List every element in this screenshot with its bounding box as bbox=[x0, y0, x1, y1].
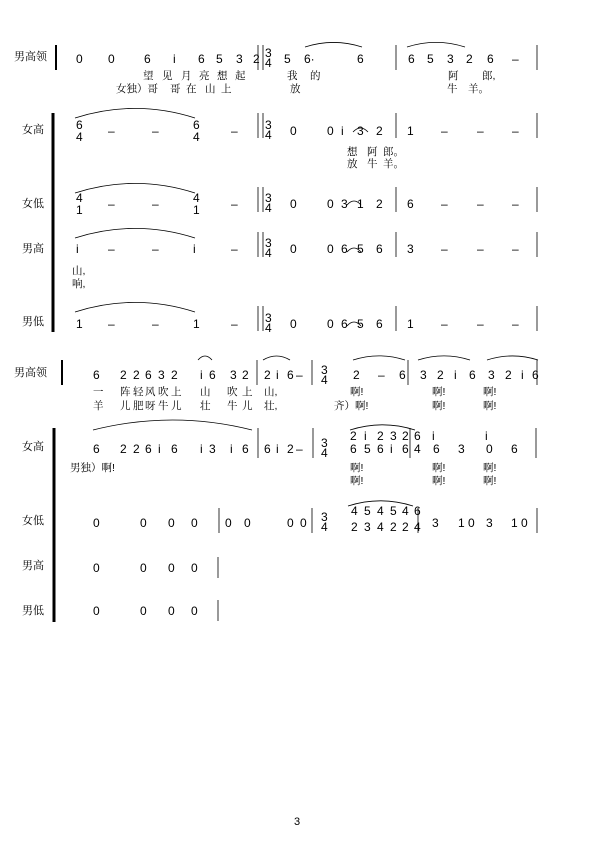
note: i bbox=[454, 368, 457, 382]
note: 2 bbox=[376, 124, 383, 138]
note: 6 bbox=[402, 442, 409, 456]
note: 6 bbox=[209, 368, 216, 382]
lyric: 啊! bbox=[432, 400, 446, 412]
time-signature: 4 bbox=[265, 246, 272, 260]
note: i bbox=[76, 242, 79, 256]
time-signature: 4 bbox=[321, 446, 328, 460]
note: – bbox=[441, 197, 448, 211]
note: 0 bbox=[290, 124, 297, 138]
lyric: 响, bbox=[72, 278, 86, 290]
note: 2 bbox=[351, 520, 358, 534]
note: 6 bbox=[532, 368, 539, 382]
note: 6· bbox=[304, 52, 315, 66]
note: 2 bbox=[402, 429, 409, 443]
note: i bbox=[193, 242, 196, 256]
note: 6 bbox=[193, 118, 200, 132]
lyric: 山 bbox=[200, 386, 211, 398]
note: – bbox=[512, 317, 519, 331]
note: 3 bbox=[341, 197, 348, 211]
lyric: 牛 bbox=[367, 158, 378, 170]
note: 0 bbox=[108, 52, 115, 66]
note: 0 bbox=[225, 516, 232, 530]
lyric: 啊! bbox=[432, 462, 446, 474]
note: 0 bbox=[140, 516, 147, 530]
note: – bbox=[296, 442, 303, 456]
note: i bbox=[390, 442, 393, 456]
slur bbox=[93, 420, 252, 430]
note: 1 bbox=[76, 203, 83, 217]
time-signature: 3 bbox=[265, 118, 272, 132]
note: 6 bbox=[469, 368, 476, 382]
note: 5 bbox=[364, 504, 371, 518]
lyric: 上 bbox=[221, 83, 232, 95]
lyric: 一 bbox=[93, 386, 104, 398]
note: 1 bbox=[407, 317, 414, 331]
note: 0 bbox=[140, 604, 147, 618]
part-label: 男低 bbox=[22, 605, 44, 617]
lyric: 见 bbox=[162, 70, 173, 82]
lyric: 儿 bbox=[171, 400, 182, 412]
note: 2 bbox=[466, 52, 473, 66]
note: 6 bbox=[399, 368, 406, 382]
note: 2 bbox=[253, 52, 260, 66]
note: 6 bbox=[145, 442, 152, 456]
note: 2 bbox=[171, 368, 178, 382]
lyric: 男独）啊! bbox=[70, 462, 115, 474]
lyric: 牛 bbox=[227, 400, 238, 412]
note: – bbox=[152, 124, 159, 138]
lyric: 啊! bbox=[350, 475, 364, 487]
note: 3 bbox=[486, 516, 493, 530]
note: – bbox=[441, 317, 448, 331]
lyric: 风 bbox=[145, 386, 156, 398]
note: i bbox=[276, 442, 279, 456]
note: 2 bbox=[353, 368, 360, 382]
note: 6 bbox=[171, 442, 178, 456]
note: i bbox=[485, 429, 488, 443]
lyric: 啊! bbox=[432, 475, 446, 487]
note: 3 bbox=[420, 368, 427, 382]
part-label: 女低 bbox=[22, 198, 44, 210]
note: 6 bbox=[357, 52, 364, 66]
note: 6 bbox=[341, 242, 348, 256]
slur bbox=[75, 302, 195, 312]
lyric: 啊! bbox=[483, 462, 497, 474]
note: 2 bbox=[390, 520, 397, 534]
note: 3 bbox=[236, 52, 243, 66]
note: – bbox=[108, 197, 115, 211]
note: 6 bbox=[433, 442, 440, 456]
part-label: 男高 bbox=[22, 560, 44, 572]
slur bbox=[198, 356, 212, 360]
note: 0 bbox=[93, 561, 100, 575]
lyric: 山, bbox=[264, 386, 278, 398]
note: 0 bbox=[486, 442, 493, 456]
note: 3 bbox=[458, 442, 465, 456]
note: 6 bbox=[76, 118, 83, 132]
note: 6 bbox=[407, 197, 414, 211]
note: – bbox=[477, 317, 484, 331]
note: 6 bbox=[376, 242, 383, 256]
note: 0 bbox=[191, 604, 198, 618]
note: 5 bbox=[357, 242, 364, 256]
part-label: 女高 bbox=[22, 124, 44, 136]
time-signature: 3 bbox=[265, 311, 272, 325]
note: 0 bbox=[168, 516, 175, 530]
lyric: 阵 bbox=[120, 386, 131, 398]
lyric: 山 bbox=[205, 83, 216, 95]
note: i bbox=[158, 442, 161, 456]
note: 3 bbox=[357, 124, 364, 138]
note: – bbox=[512, 197, 519, 211]
note: 0 bbox=[290, 317, 297, 331]
note: 6 bbox=[287, 368, 294, 382]
note: 3 bbox=[432, 516, 439, 530]
lyric: 在 bbox=[186, 83, 197, 95]
lyric: 郎。 bbox=[383, 146, 404, 158]
note: 0 bbox=[327, 197, 334, 211]
note: i bbox=[200, 368, 203, 382]
note: 0 bbox=[290, 197, 297, 211]
part-label: 女高 bbox=[22, 441, 44, 453]
note: i bbox=[230, 442, 233, 456]
note: 4 bbox=[193, 130, 200, 144]
lyric: 哥 bbox=[170, 83, 181, 95]
note: i bbox=[521, 368, 524, 382]
note: 0 bbox=[300, 516, 307, 530]
slur bbox=[75, 228, 195, 238]
lyric: 我 bbox=[287, 70, 298, 82]
note: 0 bbox=[327, 242, 334, 256]
note: 2 bbox=[287, 442, 294, 456]
note: 5 bbox=[216, 52, 223, 66]
time-signature: 4 bbox=[265, 128, 272, 142]
lyric: 山, bbox=[72, 265, 86, 277]
slur bbox=[407, 42, 465, 47]
lyric: 想 bbox=[347, 146, 358, 158]
slur bbox=[353, 356, 405, 360]
part-label: 女低 bbox=[22, 515, 44, 527]
note: 6 bbox=[93, 442, 100, 456]
note: 2 bbox=[120, 442, 127, 456]
note: – bbox=[441, 124, 448, 138]
note: 1 0 bbox=[458, 516, 475, 530]
time-signature: 4 bbox=[265, 321, 272, 335]
part-label: 男高领 bbox=[14, 51, 47, 63]
note: – bbox=[152, 197, 159, 211]
note: 6 bbox=[511, 442, 518, 456]
note: 4 bbox=[76, 191, 83, 205]
note: 3 bbox=[390, 429, 397, 443]
note: 1 bbox=[357, 197, 364, 211]
note: 2 bbox=[242, 368, 249, 382]
note: 4 bbox=[402, 504, 409, 518]
note: 0 bbox=[140, 561, 147, 575]
note: 5 bbox=[357, 317, 364, 331]
lyric: 吹 bbox=[227, 386, 238, 398]
time-signature: 3 bbox=[321, 436, 328, 450]
lyric: 啊! bbox=[483, 400, 497, 412]
note: i bbox=[341, 124, 344, 138]
lyric: 阿 bbox=[367, 146, 378, 158]
note: 3 bbox=[209, 442, 216, 456]
lyric: 齐）啊! bbox=[334, 400, 369, 412]
note: – bbox=[108, 317, 115, 331]
time-signature: 3 bbox=[321, 510, 328, 524]
note: – bbox=[152, 242, 159, 256]
note: 0 bbox=[244, 516, 251, 530]
lyric: 啊! bbox=[350, 462, 364, 474]
note: 6 bbox=[264, 442, 271, 456]
note: 3 bbox=[407, 242, 414, 256]
note: 0 bbox=[327, 317, 334, 331]
note: i bbox=[364, 429, 367, 443]
lyric: 放 bbox=[347, 158, 358, 170]
note: 1 bbox=[193, 203, 200, 217]
lyric: 轻 bbox=[133, 386, 144, 398]
note: – bbox=[231, 317, 238, 331]
lyric: 啊! bbox=[432, 386, 446, 398]
note: – bbox=[477, 124, 484, 138]
note: – bbox=[296, 368, 303, 382]
note: 5 bbox=[390, 504, 397, 518]
time-signature: 4 bbox=[321, 520, 328, 534]
lyric: 牛 bbox=[447, 83, 458, 95]
lyric: 上 bbox=[242, 386, 253, 398]
note: 0 bbox=[290, 242, 297, 256]
lyric: 啊! bbox=[483, 386, 497, 398]
note: 0 bbox=[191, 516, 198, 530]
note: – bbox=[108, 124, 115, 138]
note: – bbox=[231, 197, 238, 211]
time-signature: 4 bbox=[321, 373, 328, 387]
time-signature: 3 bbox=[265, 191, 272, 205]
note: 0 bbox=[327, 124, 334, 138]
note: 6 bbox=[414, 504, 421, 518]
part-label: 男低 bbox=[22, 316, 44, 328]
lyric: 啊! bbox=[483, 475, 497, 487]
note: 5 bbox=[284, 52, 291, 66]
note: 1 0 bbox=[511, 516, 528, 530]
note: 6 bbox=[377, 442, 384, 456]
slur bbox=[75, 108, 195, 118]
time-signature: 4 bbox=[265, 56, 272, 70]
note: 3 bbox=[488, 368, 495, 382]
note: 5 bbox=[364, 442, 371, 456]
note: 0 bbox=[168, 604, 175, 618]
note: 2 bbox=[264, 368, 271, 382]
note: – bbox=[108, 242, 115, 256]
lyric: 放 bbox=[290, 83, 301, 95]
note: 3 bbox=[230, 368, 237, 382]
lyric: 羊。 bbox=[383, 158, 404, 170]
lyric: 壮, bbox=[264, 400, 278, 412]
slur bbox=[418, 356, 470, 360]
note: 6 bbox=[145, 368, 152, 382]
slur bbox=[487, 356, 538, 360]
note: 6 bbox=[341, 317, 348, 331]
lyric: 想 bbox=[217, 70, 228, 82]
note: i bbox=[432, 429, 435, 443]
note: 6 bbox=[350, 442, 357, 456]
note: 2 bbox=[437, 368, 444, 382]
time-signature: 4 bbox=[265, 201, 272, 215]
note: – bbox=[378, 368, 385, 382]
note: 2 bbox=[377, 429, 384, 443]
note: 3 bbox=[447, 52, 454, 66]
note: 0 bbox=[93, 604, 100, 618]
note: – bbox=[231, 242, 238, 256]
note: 2 bbox=[350, 429, 357, 443]
lyric: 上 bbox=[171, 386, 182, 398]
note: 2 bbox=[133, 368, 140, 382]
note: 4 bbox=[414, 520, 421, 534]
lyric: 儿 bbox=[242, 400, 253, 412]
lyric: 呀 bbox=[145, 400, 156, 412]
note: – bbox=[512, 242, 519, 256]
lyric: 肥 bbox=[133, 400, 144, 412]
lyric: 女独）哥 bbox=[116, 83, 158, 95]
note: 6 bbox=[198, 52, 205, 66]
note: 6 bbox=[414, 429, 421, 443]
time-signature: 3 bbox=[265, 46, 272, 60]
note: i bbox=[200, 442, 203, 456]
note: 6 bbox=[408, 52, 415, 66]
note: 5 bbox=[427, 52, 434, 66]
slur bbox=[75, 183, 195, 193]
lyric: 儿 bbox=[120, 400, 131, 412]
note: 4 bbox=[351, 504, 358, 518]
note: 3 bbox=[158, 368, 165, 382]
part-label: 男高领 bbox=[14, 367, 47, 379]
note: 2 bbox=[133, 442, 140, 456]
note: – bbox=[512, 52, 519, 66]
note: 2 bbox=[376, 197, 383, 211]
slur bbox=[263, 356, 290, 360]
note: 1 bbox=[76, 317, 83, 331]
note: – bbox=[152, 317, 159, 331]
lyric: 牛 bbox=[158, 400, 169, 412]
note: 1 bbox=[193, 317, 200, 331]
note: – bbox=[231, 124, 238, 138]
note: 6 bbox=[376, 317, 383, 331]
note: i bbox=[173, 52, 176, 66]
note: 2 bbox=[402, 520, 409, 534]
note: 3 bbox=[364, 520, 371, 534]
note: – bbox=[512, 124, 519, 138]
lyric: 吹 bbox=[158, 386, 169, 398]
lyric: 的 bbox=[310, 70, 321, 82]
note: 0 bbox=[287, 516, 294, 530]
note: 6 bbox=[242, 442, 249, 456]
note: 0 bbox=[168, 561, 175, 575]
lyric: 羊。 bbox=[468, 83, 489, 95]
note: 4 bbox=[76, 130, 83, 144]
page-number: 3 bbox=[294, 816, 301, 828]
note: – bbox=[477, 242, 484, 256]
lyric: 月 bbox=[181, 70, 192, 82]
lyric: 起 bbox=[235, 70, 246, 82]
slur bbox=[305, 42, 362, 47]
lyric: 阿 bbox=[448, 70, 459, 82]
lyric: 亮 bbox=[199, 70, 210, 82]
time-signature: 3 bbox=[265, 236, 272, 250]
note: – bbox=[477, 197, 484, 211]
note: 0 bbox=[93, 516, 100, 530]
lyric: 啊! bbox=[350, 386, 364, 398]
lyric: 壮 bbox=[200, 400, 211, 412]
time-signature: 3 bbox=[321, 363, 328, 377]
lyric: 羊 bbox=[93, 400, 104, 412]
note: 4 bbox=[414, 442, 421, 456]
note: i bbox=[276, 368, 279, 382]
note: 4 bbox=[377, 520, 384, 534]
lyric: 郎, bbox=[482, 70, 496, 82]
lyric: 望 bbox=[143, 70, 154, 82]
note: 2 bbox=[120, 368, 127, 382]
note: 6 bbox=[93, 368, 100, 382]
note: 4 bbox=[377, 504, 384, 518]
note: – bbox=[441, 242, 448, 256]
note: 6 bbox=[144, 52, 151, 66]
part-label: 男高 bbox=[22, 243, 44, 255]
note: 6 bbox=[487, 52, 494, 66]
note: 4 bbox=[193, 191, 200, 205]
note: 1 bbox=[407, 124, 414, 138]
note: 0 bbox=[191, 561, 198, 575]
note: 0 bbox=[76, 52, 83, 66]
note: 2 bbox=[505, 368, 512, 382]
